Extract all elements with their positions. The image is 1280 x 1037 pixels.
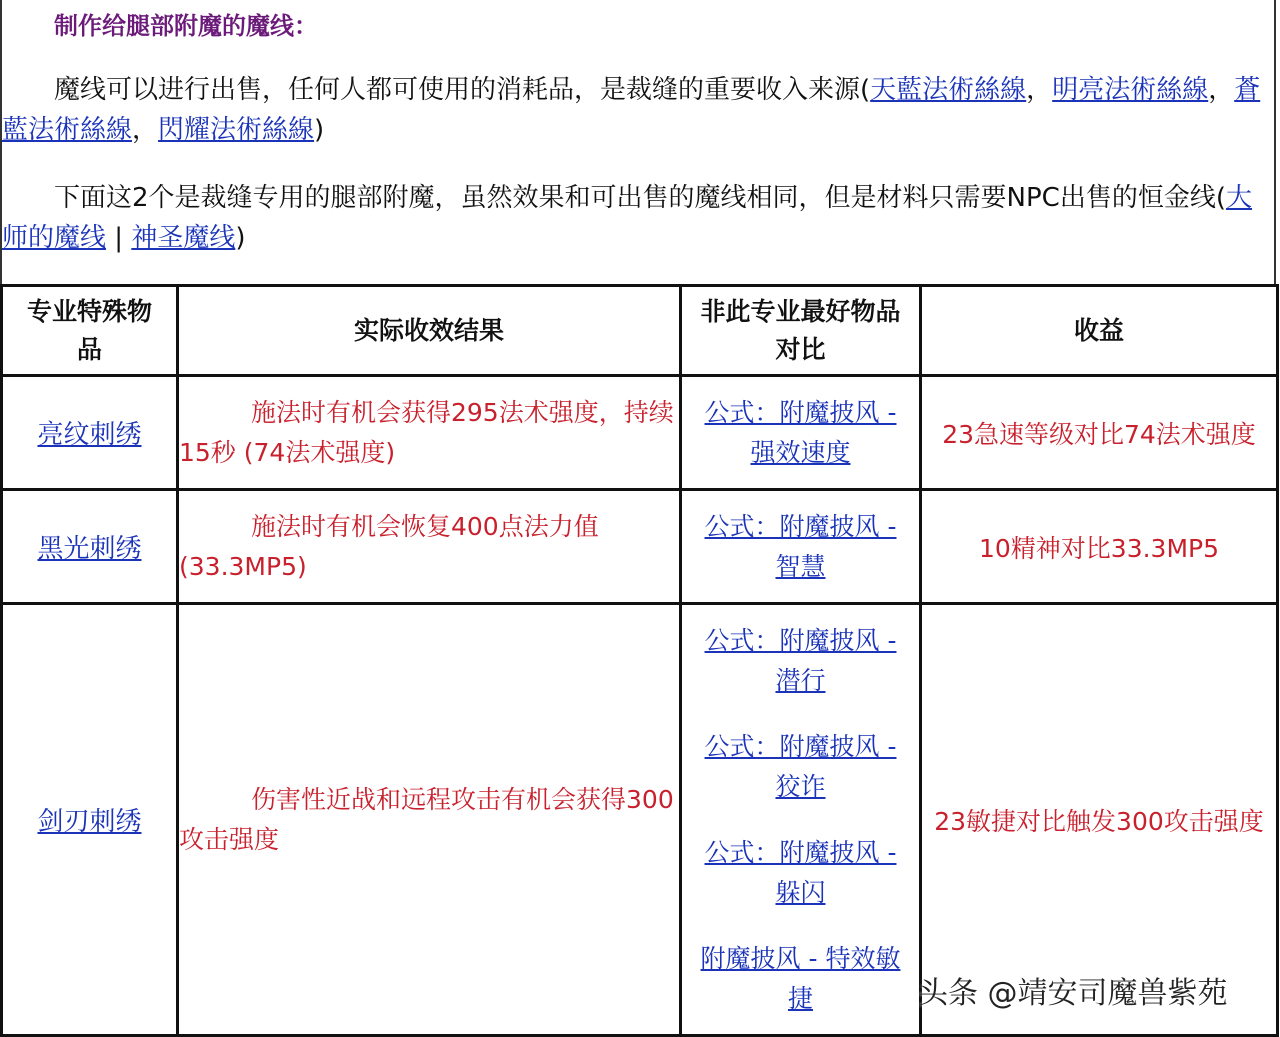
header-compare xyxy=(681,286,921,376)
link-mingliang-thread[interactable]: 明亮法術絲線 xyxy=(1052,75,1209,105)
compare-link[interactable]: 公式：附魔披风 - 智慧 xyxy=(704,511,897,581)
effect-text: 伤害性近战和远程攻击有机会获得300攻击强度 xyxy=(179,784,674,854)
separator: ， xyxy=(132,115,159,145)
effect-cell xyxy=(178,490,681,604)
paragraph-2-text: 下面这2个是裁缝专用的腿部附魔，虽然效果和可出售的魔线相同，但是材料只需要NPC出售的恒金线( xyxy=(54,183,1226,213)
paragraph-1-text: 魔线可以进行出售，任何人都可使用的消耗品，是裁缝的重要收入来源( xyxy=(54,75,871,105)
compare-link[interactable]: 公式：附魔披风 - 潜行 xyxy=(704,625,897,695)
separator: ， xyxy=(1026,75,1053,105)
link-master-thread[interactable]: 大师的魔线 xyxy=(2,183,1252,253)
compare-link[interactable]: 公式：附魔披风 - 躲闪 xyxy=(704,837,897,907)
link-holy-thread[interactable]: 神圣魔线 xyxy=(131,223,236,253)
item-name-cell xyxy=(2,604,178,1036)
intro-paragraph-2 xyxy=(2,178,1264,258)
item-name-cell xyxy=(2,490,178,604)
spacer xyxy=(682,807,919,833)
link-shanyao-thread[interactable]: 閃耀法術絲線 xyxy=(158,115,315,145)
effect-text: 施法时有机会获得295法术强度，持续15秒 (74法术强度) xyxy=(179,397,674,467)
compare-link[interactable]: 公式：附魔披风 - 狡诈 xyxy=(704,731,897,801)
intro-paragraph-1 xyxy=(2,70,1264,150)
effect-text: 施法时有机会恢复400点法力值(33.3MP5) xyxy=(179,511,599,581)
compare-link[interactable]: 公式：附魔披风 - 强效速度 xyxy=(704,397,897,467)
compare-cell xyxy=(681,604,921,1036)
table-row xyxy=(2,376,1278,490)
spacer xyxy=(682,913,919,939)
header-gain: 收益 xyxy=(921,286,1278,376)
comparison-table xyxy=(0,284,1279,1037)
link-tianlan-thread[interactable]: 天藍法術絲線 xyxy=(870,75,1027,105)
section-heading: 制作给腿部附魔的魔线： xyxy=(54,12,318,40)
compare-cell xyxy=(681,490,921,604)
header-special-item xyxy=(2,286,178,376)
gain-cell: 10精神对比33.3MP5 xyxy=(921,490,1278,604)
watermark: 头条 @靖安司魔兽紫苑 xyxy=(918,976,1228,1011)
link-canglan-thread[interactable]: 蒼藍法術絲線 xyxy=(2,75,1261,145)
effect-cell xyxy=(178,604,681,1036)
item-link-swordguard[interactable]: 剑刃刺绣 xyxy=(37,807,142,837)
item-name-cell xyxy=(2,376,178,490)
header-text: 专业特殊物品 xyxy=(26,296,152,364)
compare-cell xyxy=(681,376,921,490)
separator: | xyxy=(106,223,132,253)
effect-cell xyxy=(178,376,681,490)
gain-cell: 23急速等级对比74法术强度 xyxy=(921,376,1278,490)
spacer xyxy=(682,701,919,727)
gain-cell: 23敏捷对比触发300攻击强度 xyxy=(921,604,1278,1036)
separator: ， xyxy=(1208,75,1235,105)
close-paren: ) xyxy=(314,115,325,145)
item-link-lightweave[interactable]: 亮纹刺绣 xyxy=(37,420,142,450)
header-effect: 实际收效结果 xyxy=(178,286,681,376)
header-text: 非此专业最好物品对比 xyxy=(700,296,901,364)
item-link-darkglow[interactable]: 黑光刺绣 xyxy=(37,534,142,564)
close-paren: ) xyxy=(235,223,246,253)
table-row xyxy=(2,490,1278,604)
intro-section xyxy=(0,0,1276,284)
header-row xyxy=(2,286,1278,376)
compare-link[interactable]: 附魔披风 - 特效敏捷 xyxy=(700,943,901,1013)
